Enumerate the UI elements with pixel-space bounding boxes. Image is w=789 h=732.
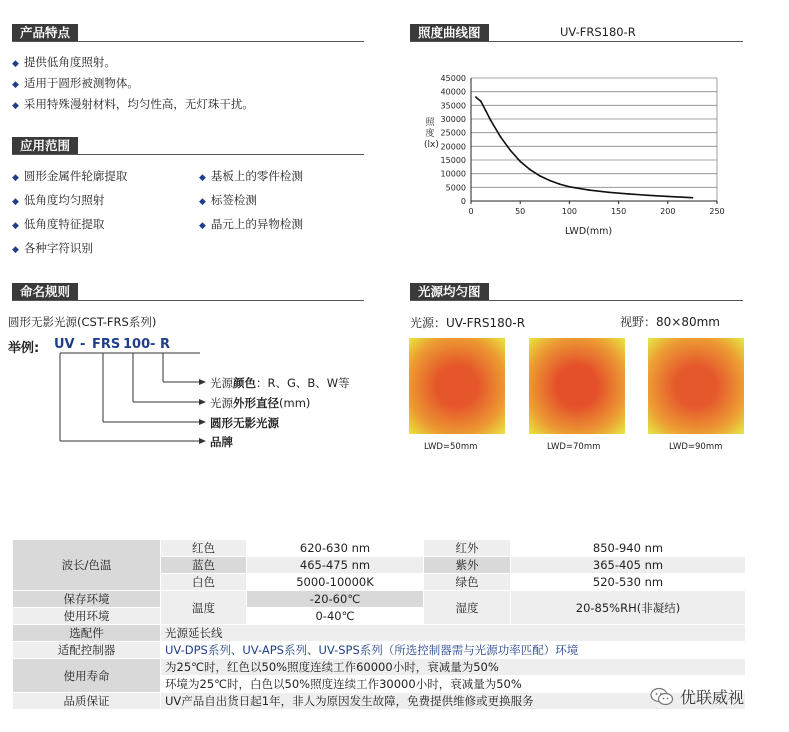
- chart-ytick-label: 25000: [440, 128, 466, 138]
- chart-point: [519, 160, 521, 162]
- naming-legend-series: 圆形无影光源: [210, 416, 279, 430]
- color-name: 白色: [161, 574, 247, 591]
- chart-point: [529, 169, 531, 171]
- warranty-label: 品质保证: [13, 693, 161, 710]
- curve-header: [410, 24, 489, 42]
- usage-env-label: 使用环境: [13, 608, 161, 625]
- chart-ytick-label: 0: [460, 197, 466, 206]
- uniformity-header: [410, 283, 489, 301]
- chart-point: [549, 180, 551, 182]
- application-item: ◆ 低角度特征提取: [12, 217, 105, 231]
- uniformity-label-90: LWD=90mm: [669, 442, 723, 452]
- chart-xtick-label: 150: [610, 207, 627, 216]
- color-value: 5000-10000K: [247, 574, 424, 591]
- uniformity-label-50: LWD=50mm: [424, 442, 478, 452]
- code-dash-2: -: [150, 337, 156, 352]
- table-row: [13, 659, 746, 676]
- naming-series: 圆形无影光源(CST-FRS系列): [8, 315, 157, 329]
- features-item: ◆ 适用于圆形被测物体。: [12, 76, 139, 90]
- life-value-1: 为25℃时，红色以50%照度连续工作60000小时，衰减量为50%: [161, 659, 746, 676]
- features-item: ◆ 提供低角度照射。: [12, 55, 116, 69]
- chart-xlabel: LWD(mm): [565, 226, 613, 237]
- code-dash-1: -: [80, 337, 86, 352]
- diamond-icon: ◆: [12, 197, 19, 207]
- chart-xtick-label: 250: [709, 207, 725, 216]
- watermark: [650, 685, 744, 708]
- naming-connector-lines: [0, 0, 260, 460]
- life-value-2: 环境为25℃时，白色以50%照度连续工作30000小时，衰减量为50%: [161, 676, 746, 693]
- usage-temp: 0-40℃: [247, 608, 424, 625]
- code-color: R: [160, 337, 171, 352]
- application-item: ◆ 晶元上的异物检测: [199, 217, 303, 231]
- naming-legend-brand: 品牌: [210, 435, 233, 449]
- humidity-value: 20-85%RH(非凝结): [511, 591, 746, 625]
- chart-point: [569, 186, 571, 188]
- curve-title: 照度曲线图: [410, 24, 489, 42]
- code-diameter: 100: [123, 337, 151, 352]
- storage-temp: -20-60℃: [247, 591, 424, 608]
- application-item: ◆ 基板上的零件检测: [199, 169, 303, 183]
- diamond-icon: ◆: [12, 101, 19, 111]
- wavelength-label: 波长/色温: [13, 540, 161, 591]
- uniformity-title: 光源均匀图: [410, 283, 489, 301]
- naming-legend-diameter: 光源外形直径(mm): [210, 396, 311, 410]
- diamond-icon: ◆: [12, 173, 19, 183]
- humidity-label: 湿度: [424, 591, 511, 625]
- naming-title: 命名规则: [12, 283, 78, 301]
- chart-ytick-label: 45000: [440, 74, 466, 83]
- chart-xtick-label: 0: [468, 207, 474, 216]
- chart-point: [608, 191, 610, 193]
- chart-xtick-label: 50: [515, 207, 526, 216]
- application-item: ◆ 标签检测: [199, 193, 257, 207]
- application-title: 应用范围: [12, 137, 78, 155]
- color-name: 蓝色: [161, 557, 247, 574]
- uniformity-divider: [410, 300, 743, 301]
- spec-table: [12, 539, 746, 710]
- uniformity-label-70: LWD=70mm: [547, 442, 601, 452]
- naming-example-label: 举例:: [8, 341, 40, 356]
- application-item: ◆ 低角度均匀照射: [12, 193, 105, 207]
- chart-series-line: [476, 97, 693, 198]
- naming-legend-color: 光源颜色：R、G、B、W等: [210, 376, 350, 390]
- chart-point: [485, 110, 487, 112]
- diamond-icon: ◆: [12, 80, 19, 90]
- diamond-icon: ◆: [12, 245, 19, 255]
- chart-point: [667, 195, 669, 197]
- color-name: 绿色: [424, 574, 511, 591]
- options-value: 光源延长线: [161, 625, 746, 642]
- options-label: 选配件: [13, 625, 161, 642]
- uniformity-image-50: [409, 338, 505, 434]
- chart-ytick-label: 15000: [440, 156, 466, 165]
- chart-ytick-label: 40000: [440, 87, 466, 97]
- color-value: 365-405 nm: [511, 557, 746, 574]
- chart-point: [539, 175, 541, 177]
- chart-point: [647, 194, 649, 196]
- table-row: [13, 625, 746, 642]
- color-name: 红外: [424, 540, 511, 557]
- uniformity-source: 光源：UV-FRS180-R: [410, 316, 526, 330]
- table-row: [13, 591, 746, 608]
- diamond-icon: ◆: [199, 221, 206, 231]
- curve-divider: [410, 41, 743, 42]
- chart-ytick-label: 35000: [440, 101, 466, 111]
- chart-point: [588, 189, 590, 191]
- uniformity-image-90: [648, 338, 744, 434]
- warranty-value: UV产品自出货日起1年，非人为原因发生故障，免费提供维修或更换服务: [161, 693, 746, 710]
- illuminance-chart: [410, 64, 740, 239]
- controller-value: UV-DPS系列、UV-APS系列、UV-SPS系列（所选控制器需与光源功率匹配）环境: [161, 642, 746, 659]
- color-value: 520-530 nm: [511, 574, 746, 591]
- code-brand: UV: [54, 337, 75, 352]
- diamond-icon: ◆: [12, 59, 19, 69]
- table-row: [13, 540, 746, 557]
- color-value: 620-630 nm: [247, 540, 424, 557]
- application-item: ◆ 各种字符识别: [12, 241, 93, 255]
- application-item: ◆ 圆形金属件轮廓提取: [12, 169, 128, 183]
- chart-ytick-label: 20000: [440, 142, 466, 152]
- features-item: ◆ 采用特殊漫射材料，均匀性高，无灯珠干扰。: [12, 97, 254, 111]
- code-series: FRS: [92, 337, 121, 352]
- chart-point: [509, 150, 511, 152]
- chart-xtick-label: 200: [660, 207, 676, 216]
- wechat-icon: [650, 687, 674, 707]
- table-row: [13, 693, 746, 710]
- features-title: 产品特点: [12, 24, 78, 42]
- diamond-icon: ◆: [199, 197, 206, 207]
- chart-point: [500, 136, 502, 138]
- chart-point: [480, 100, 482, 102]
- chart-point: [490, 119, 492, 121]
- uniformity-fov: 视野：80×80mm: [620, 315, 720, 329]
- curve-model: UV-FRS180-R: [560, 25, 636, 39]
- diamond-icon: ◆: [12, 221, 19, 231]
- chart-point: [692, 197, 694, 199]
- color-value: 465-475 nm: [247, 557, 424, 574]
- chart-ytick-label: 5000: [445, 183, 466, 193]
- temp-label: 温度: [161, 591, 247, 625]
- uniformity-image-70: [529, 338, 625, 434]
- watermark-text: 优联威视: [680, 688, 745, 707]
- color-name: 紫外: [424, 557, 511, 574]
- diamond-icon: ◆: [199, 173, 206, 183]
- chart-ytick-label: 10000: [440, 169, 466, 179]
- table-row: [13, 642, 746, 659]
- chart-ytick-label: 30000: [440, 115, 466, 124]
- color-value: 850-940 nm: [511, 540, 746, 557]
- life-label: 使用寿命: [13, 659, 161, 693]
- color-name: 红色: [161, 540, 247, 557]
- chart-ylabel: 照度(lx): [424, 118, 439, 150]
- chart-point: [559, 183, 561, 185]
- storage-label: 保存环境: [13, 591, 161, 608]
- chart-point: [475, 96, 477, 98]
- chart-xtick-label: 100: [561, 207, 578, 216]
- chart-point: [628, 193, 630, 195]
- controller-label: 适配控制器: [13, 642, 161, 659]
